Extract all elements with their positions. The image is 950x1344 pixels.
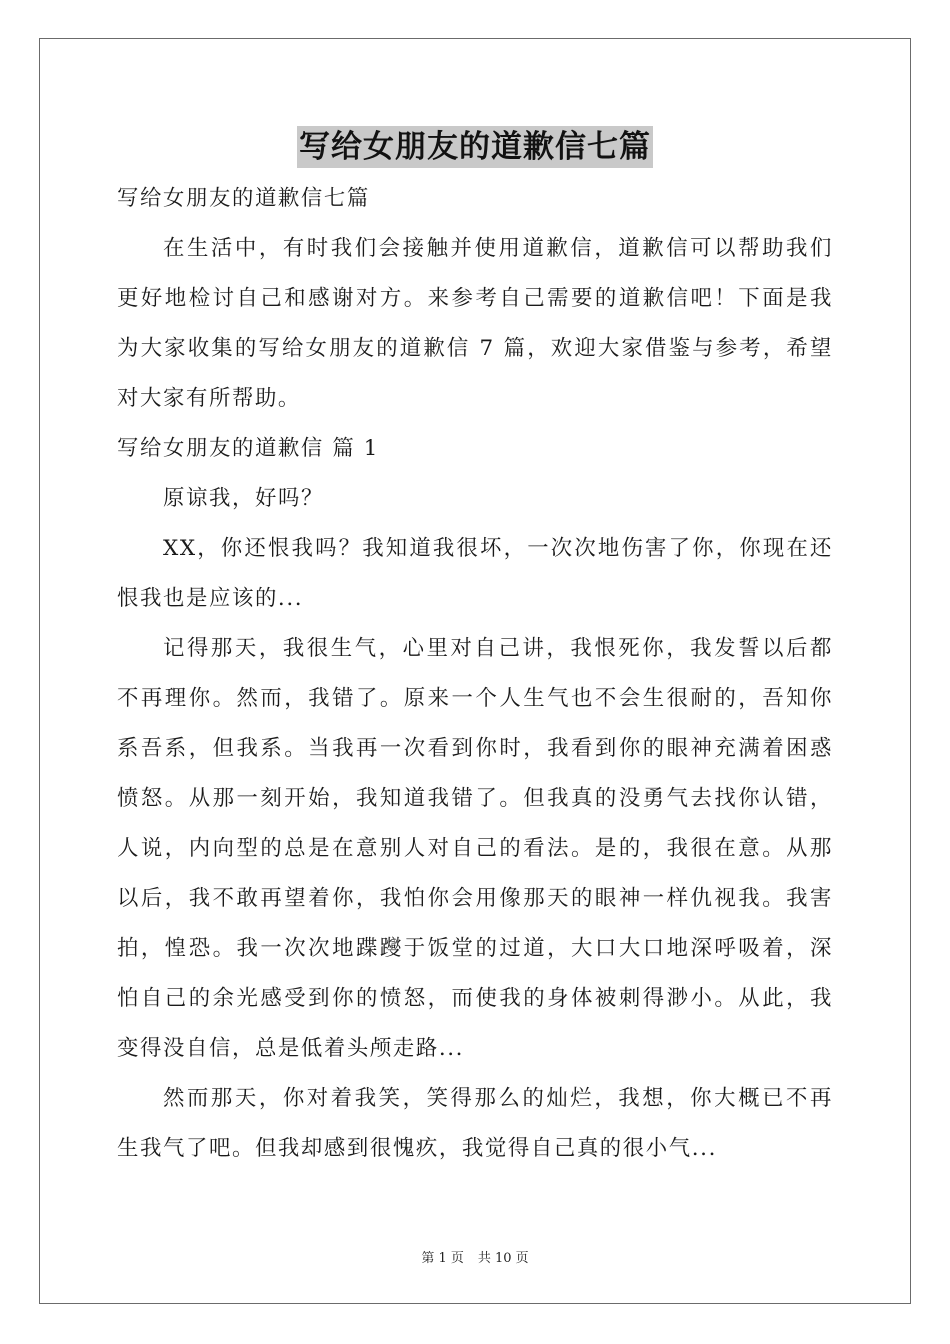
text-line: 人说，内向型的总是在意别人对自己的看法。是的，我很在意。从那 [117,836,833,861]
text-line: 记得那天，我很生气，心里对自己讲，我恨死你，我发誓以后都 [163,636,833,661]
text-line: 怕自己的余光感受到你的愤怒，而使我的身体被刺得渺小。从此，我 [117,986,833,1011]
page-number: 第 1 页 [421,1251,464,1266]
text-line: 写给女朋友的道歉信七篇 [117,186,370,211]
document-title [0,126,950,168]
page-total: 共 10 页 [477,1251,529,1266]
text-line: 为大家收集的写给女朋友的道歉信 7 篇，欢迎大家借鉴与参考，希望 [117,336,833,361]
text-line: 拍，惶恐。我一次次地蹀躞于饭堂的过道，大口大口地深呼吸着，深 [117,936,833,961]
text-line: XX，你还恨我吗？我知道我很坏，一次次地伤害了你，你现在还 [163,536,833,561]
text-line: 变得没自信，总是低着头颅走路... [117,1036,465,1061]
text-line: 恨我也是应该的... [117,586,304,611]
text-line: 写给女朋友的道歉信 篇 1 [117,436,379,461]
text-line: 生我气了吧。但我却感到很愧疚，我觉得自己真的很小气... [117,1136,717,1161]
text-line: 更好地检讨自己和感谢对方。来参考自己需要的道歉信吧！下面是我 [117,286,833,311]
text-line: 然而那天，你对着我笑，笑得那么的灿烂，我想，你大概已不再 [163,1086,833,1111]
text-line: 系吾系，但我系。当我再一次看到你时，我看到你的眼神充满着困惑 [117,736,833,761]
page-footer [0,1247,950,1266]
text-line: 对大家有所帮助。 [117,386,301,411]
document-body [117,176,833,1176]
text-line: 不再理你。然而，我错了。原来一个人生气也不会生很耐的，吾知你 [117,686,833,711]
text-line: 以后，我不敢再望着你，我怕你会用像那天的眼神一样仇视我。我害 [117,886,833,911]
document-title-text: 写给女朋友的道歉信七篇 [297,126,653,168]
text-line: 在生活中，有时我们会接触并使用道歉信，道歉信可以帮助我们 [163,236,833,261]
text-line: 愤怒。从那一刻开始，我知道我错了。但我真的没勇气去找你认错， [117,786,833,811]
text-line: 原谅我，好吗？ [163,486,324,511]
